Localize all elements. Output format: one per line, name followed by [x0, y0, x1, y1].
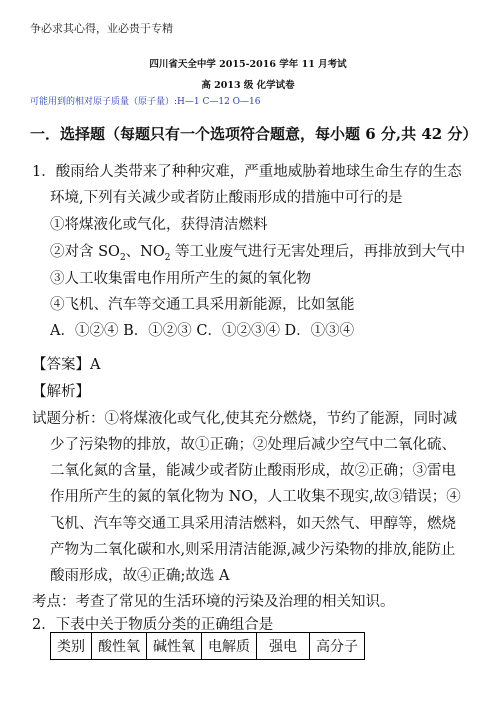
q1-option-4: ④飞机、汽车等交通工具采用新能源，比如氢能 [50, 297, 355, 313]
atomic-masses-note: 可能用到的相对原子质量（原子量）:H—1 C—12 O—16 [30, 97, 261, 107]
q1-option-2-text-a: ②对含 SO [50, 244, 120, 260]
q1-kaodian: 考点：考查了常见的生活环境的污染及治理的相关知识。 [32, 594, 395, 610]
q1-option-1: ①将煤液化或气化，获得清洁燃料 [50, 217, 268, 233]
q1-choices: A．①②④ B．①②③ C．①②③④ D．①③④ [50, 323, 355, 339]
classification-table [50, 632, 365, 660]
q1-option-2 [50, 240, 465, 263]
q1-analysis-label: 【解析】 [32, 384, 90, 400]
q1-answer: 【答案】A [32, 357, 101, 373]
q1-option-2-subscript-b: 2 [164, 252, 171, 263]
table-header-cell: 碱性氧 [147, 633, 202, 660]
q1-analysis-line-5: 飞机、汽车等交通工具采用清洁燃料，如天然气、甲醇等，燃烧 [50, 516, 456, 532]
q1-stem-line-1: 1．酸雨给人类带来了种种灾难，严重地威胁着地球生命生存的生态 [32, 164, 462, 180]
table-header-cell: 类别 [51, 633, 92, 660]
q1-option-2-text-b: 、NO [125, 244, 165, 260]
table-header-cell: 电解质 [202, 633, 257, 660]
q1-option-3: ③人工收集雷电作用所产生的氮的氧化物 [50, 271, 311, 287]
table-header-row [51, 633, 365, 660]
page-motto: 争必求其心得，业必贵于专精 [30, 22, 173, 35]
exam-title: 四川省天全中学 2015-2016 学年 11 月考试 [149, 59, 347, 70]
section-heading: 一．选择题（每题只有一个选项符合题意，每小题 6 分,共 42 分） [30, 125, 478, 143]
q1-option-2-text-c: 等工业废气进行无害处理后，再排放到大气中 [170, 244, 466, 260]
q1-analysis-line-3: 二氧化氮的含量，能减少或者防止酸雨形成，故②正确；③雷电 [50, 463, 456, 479]
q1-analysis-line-2: 少了污染物的排放，故①正确；②处理后减少空气中二氧化硫、 [50, 437, 456, 453]
q1-stem-line-2: 环境,下列有关减少或者防止酸雨形成的措施中可行的是 [50, 190, 403, 206]
q1-analysis-line-6: 产物为二氧化碳和水,则采用清洁能源,减少污染物的排放,能防止 [50, 542, 456, 558]
table-header-cell: 强电 [257, 633, 310, 660]
table-header-cell: 高分子 [310, 633, 365, 660]
q1-analysis-line-1: 试题分析：①将煤液化或气化,使其充分燃烧，节约了能源，同时减 [32, 411, 458, 427]
table-header-cell: 酸性氧 [92, 633, 147, 660]
exam-subtitle: 高 2013 级 化学试卷 [201, 80, 295, 91]
q1-analysis-line-7: 酸雨形成，故④正确;故选 A [50, 568, 230, 584]
q1-analysis-line-4: 作用所产生的氮的氧化物为 NO，人工收集不现实,故③错误；④ [50, 489, 461, 505]
q2-stem: 2．下表中关于物质分类的正确组合是 [32, 617, 274, 633]
q1-option-2-subscript-a: 2 [119, 252, 126, 263]
